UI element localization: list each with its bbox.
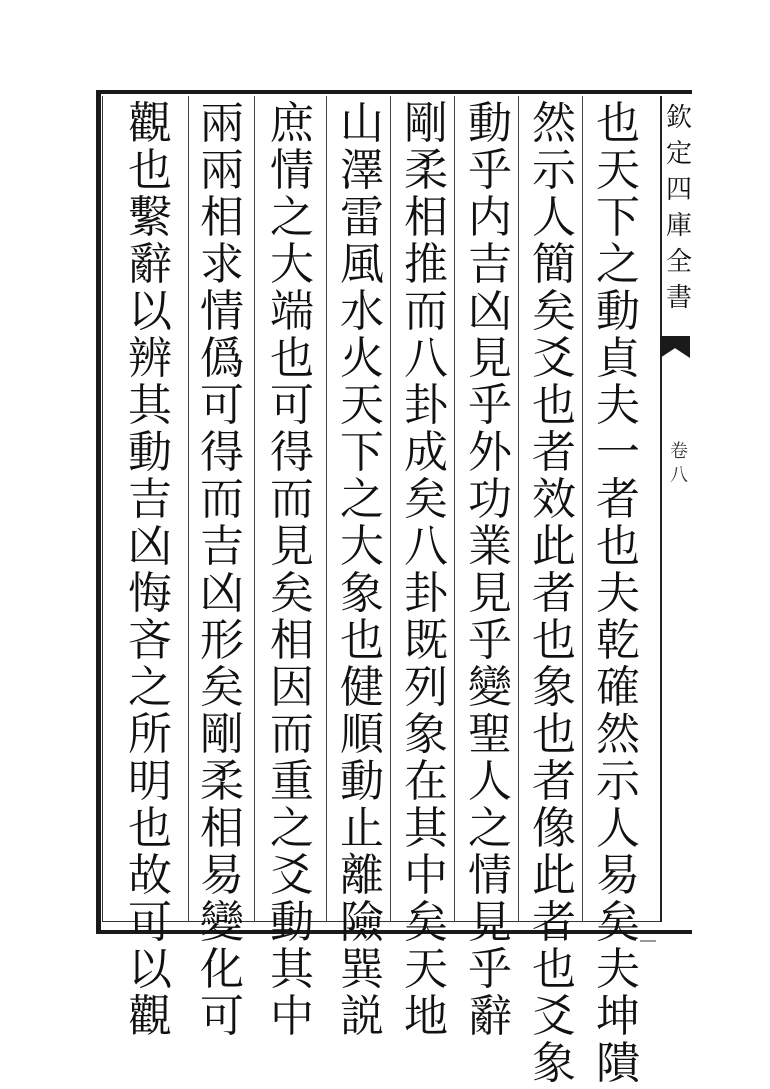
text-char: 中 <box>270 991 314 1042</box>
margin-title-char: 欽 <box>665 103 692 133</box>
text-char: 得 <box>200 427 244 478</box>
text-char: 相 <box>404 192 448 243</box>
text-char: 者 <box>532 756 576 807</box>
text-char: 故 <box>128 850 172 901</box>
text-char: 觀 <box>128 98 172 149</box>
text-char: 水 <box>340 286 384 337</box>
text-char: 天 <box>404 944 448 995</box>
text-column <box>462 98 518 1042</box>
text-char: 外 <box>468 427 512 478</box>
text-char: 象 <box>340 568 384 619</box>
text-char: 悔 <box>128 568 172 619</box>
text-char: 矣 <box>404 897 448 948</box>
column-divider <box>454 96 455 922</box>
text-char: 爻 <box>532 333 576 384</box>
text-char: 也 <box>596 521 640 572</box>
text-char: 者 <box>532 897 576 948</box>
text-char: 也 <box>532 944 576 995</box>
text-char: 重 <box>270 756 314 807</box>
text-char: 辨 <box>128 333 172 384</box>
text-char: 相 <box>270 615 314 666</box>
column-divider <box>254 96 255 922</box>
text-char: 其 <box>404 803 448 854</box>
column-divider <box>582 96 583 922</box>
text-char: 兩 <box>200 145 244 196</box>
text-char: 之 <box>468 803 512 854</box>
text-char: 形 <box>200 615 244 666</box>
text-char: 爻 <box>532 991 576 1042</box>
text-char: 可 <box>128 897 172 948</box>
text-char: 也 <box>596 98 640 149</box>
text-char: 僞 <box>200 333 244 384</box>
text-char: 可 <box>200 380 244 431</box>
text-char: 剛 <box>404 98 448 149</box>
text-char: 功 <box>468 474 512 525</box>
text-char: 澤 <box>340 145 384 196</box>
text-char: 貞 <box>596 333 640 384</box>
margin-volume-char: 卷 <box>670 441 688 462</box>
margin-title-char: 定 <box>665 139 692 169</box>
text-char: 吉 <box>200 521 244 572</box>
text-char: 夫 <box>596 380 640 431</box>
text-char: 八 <box>404 521 448 572</box>
text-char: 卦 <box>404 380 448 431</box>
margin-divider-line <box>660 96 662 922</box>
text-char: 而 <box>404 286 448 337</box>
column-divider <box>188 96 189 922</box>
text-char: 其 <box>128 380 172 431</box>
text-char: 可 <box>270 380 314 431</box>
text-char: 者 <box>532 427 576 478</box>
margin-title-char: 全 <box>665 247 692 277</box>
text-char: 柔 <box>200 756 244 807</box>
text-char: 此 <box>532 850 576 901</box>
text-char: 之 <box>596 239 640 290</box>
text-char: 坤 <box>596 991 640 1042</box>
text-char: 天 <box>340 380 384 431</box>
text-char: 相 <box>200 803 244 854</box>
text-char: 觀 <box>128 991 172 1042</box>
text-char: 乾 <box>596 615 640 666</box>
column-divider <box>326 96 327 922</box>
text-char: 求 <box>200 239 244 290</box>
text-char: 得 <box>270 427 314 478</box>
text-char: 吉 <box>468 239 512 290</box>
text-char: 矣 <box>200 662 244 713</box>
column-divider <box>518 96 519 922</box>
text-char: 簡 <box>532 239 576 290</box>
text-char: 見 <box>468 568 512 619</box>
text-char: 相 <box>200 192 244 243</box>
text-char: 以 <box>128 286 172 337</box>
text-char: 效 <box>532 474 576 525</box>
text-char: 一 <box>596 427 640 478</box>
text-char: 乎 <box>468 145 512 196</box>
text-char: 其 <box>270 944 314 995</box>
text-char: 所 <box>128 709 172 760</box>
text-char: 山 <box>340 98 384 149</box>
text-char: 然 <box>532 98 576 149</box>
text-char: 象 <box>532 662 576 713</box>
text-char: 離 <box>340 850 384 901</box>
text-char: 也 <box>532 380 576 431</box>
text-char: 者 <box>596 474 640 525</box>
text-char: 卦 <box>404 568 448 619</box>
text-char: 端 <box>270 286 314 337</box>
text-char: 動 <box>270 897 314 948</box>
text-char: 凶 <box>200 568 244 619</box>
margin-volume-label <box>664 440 694 488</box>
text-char: 而 <box>270 474 314 525</box>
text-char: 八 <box>404 333 448 384</box>
text-char: 地 <box>404 991 448 1042</box>
text-char: 化 <box>200 944 244 995</box>
text-char: 險 <box>340 897 384 948</box>
text-char: 在 <box>404 756 448 807</box>
margin-volume-char: 八 <box>670 465 688 486</box>
text-char: 健 <box>340 662 384 713</box>
text-char: 可 <box>200 991 244 1042</box>
text-column <box>334 98 390 1042</box>
text-char: 乎 <box>468 944 512 995</box>
text-char: 明 <box>128 756 172 807</box>
bottom-mark <box>640 940 656 942</box>
text-char: 止 <box>340 803 384 854</box>
text-char: 象 <box>404 709 448 760</box>
text-char: 隤 <box>596 1038 640 1089</box>
text-char: 像 <box>532 803 576 854</box>
text-char: 此 <box>532 521 576 572</box>
text-char: 人 <box>532 192 576 243</box>
text-char: 吝 <box>128 615 172 666</box>
text-char: 因 <box>270 662 314 713</box>
margin-title-char: 四 <box>665 175 692 205</box>
text-char: 易 <box>200 850 244 901</box>
text-char: 中 <box>404 850 448 901</box>
text-char: 矣 <box>596 897 640 948</box>
text-char: 而 <box>200 474 244 525</box>
text-char: 繫 <box>128 192 172 243</box>
text-char: 情 <box>270 145 314 196</box>
text-char: 巽 <box>340 944 384 995</box>
text-char: 辭 <box>128 239 172 290</box>
text-char: 順 <box>340 709 384 760</box>
text-column <box>526 98 582 1089</box>
text-char: 象 <box>532 1038 576 1089</box>
text-char: 人 <box>468 756 512 807</box>
text-char: 情 <box>468 850 512 901</box>
text-char: 聖 <box>468 709 512 760</box>
text-char: 辭 <box>468 991 512 1042</box>
text-char: 乎 <box>468 380 512 431</box>
text-char: 夫 <box>596 568 640 619</box>
text-char: 之 <box>128 662 172 713</box>
text-char: 易 <box>596 850 640 901</box>
text-char: 示 <box>596 756 640 807</box>
text-char: 也 <box>128 803 172 854</box>
text-char: 剛 <box>200 709 244 760</box>
text-char: 之 <box>270 803 314 854</box>
text-char: 確 <box>596 662 640 713</box>
text-char: 動 <box>128 427 172 478</box>
text-char: 之 <box>270 192 314 243</box>
text-char: 成 <box>404 427 448 478</box>
text-char: 動 <box>596 286 640 337</box>
text-char: 夫 <box>596 944 640 995</box>
text-char: 大 <box>340 521 384 572</box>
text-char: 變 <box>468 662 512 713</box>
text-char: 凶 <box>128 521 172 572</box>
text-char: 風 <box>340 239 384 290</box>
text-char: 矣 <box>270 568 314 619</box>
text-column <box>398 98 454 1042</box>
text-char: 也 <box>128 145 172 196</box>
text-char: 示 <box>532 145 576 196</box>
text-char: 内 <box>468 192 512 243</box>
text-char: 推 <box>404 239 448 290</box>
text-char: 吉 <box>128 474 172 525</box>
text-char: 然 <box>596 709 640 760</box>
text-char: 也 <box>340 615 384 666</box>
text-char: 情 <box>200 286 244 337</box>
text-char: 列 <box>404 662 448 713</box>
text-char: 説 <box>340 991 384 1042</box>
text-column <box>590 98 646 1089</box>
text-char: 者 <box>532 568 576 619</box>
text-char: 大 <box>270 239 314 290</box>
text-char: 變 <box>200 897 244 948</box>
text-char: 柔 <box>404 145 448 196</box>
text-char: 人 <box>596 803 640 854</box>
column-divider <box>390 96 391 922</box>
margin-title-char: 庫 <box>665 211 692 241</box>
text-char: 庶 <box>270 98 314 149</box>
text-char: 下 <box>596 192 640 243</box>
text-char: 也 <box>270 333 314 384</box>
text-char: 見 <box>468 333 512 384</box>
text-char: 動 <box>468 98 512 149</box>
text-char: 矣 <box>404 474 448 525</box>
text-char: 也 <box>532 709 576 760</box>
text-char: 爻 <box>270 850 314 901</box>
text-char: 見 <box>468 897 512 948</box>
text-char: 矣 <box>532 286 576 337</box>
text-char: 見 <box>270 521 314 572</box>
text-char: 也 <box>532 615 576 666</box>
text-column <box>194 98 250 1042</box>
text-char: 以 <box>128 944 172 995</box>
text-char: 動 <box>340 756 384 807</box>
text-char: 業 <box>468 521 512 572</box>
text-char: 火 <box>340 333 384 384</box>
text-column <box>264 98 320 1042</box>
text-char: 之 <box>340 474 384 525</box>
text-char: 既 <box>404 615 448 666</box>
text-char: 雷 <box>340 192 384 243</box>
text-column <box>122 98 178 1042</box>
text-char: 乎 <box>468 615 512 666</box>
margin-book-title <box>664 100 694 316</box>
text-char: 下 <box>340 427 384 478</box>
text-char: 兩 <box>200 98 244 149</box>
text-char: 凶 <box>468 286 512 337</box>
text-char: 天 <box>596 145 640 196</box>
text-char: 而 <box>270 709 314 760</box>
margin-title-char: 書 <box>665 283 692 313</box>
